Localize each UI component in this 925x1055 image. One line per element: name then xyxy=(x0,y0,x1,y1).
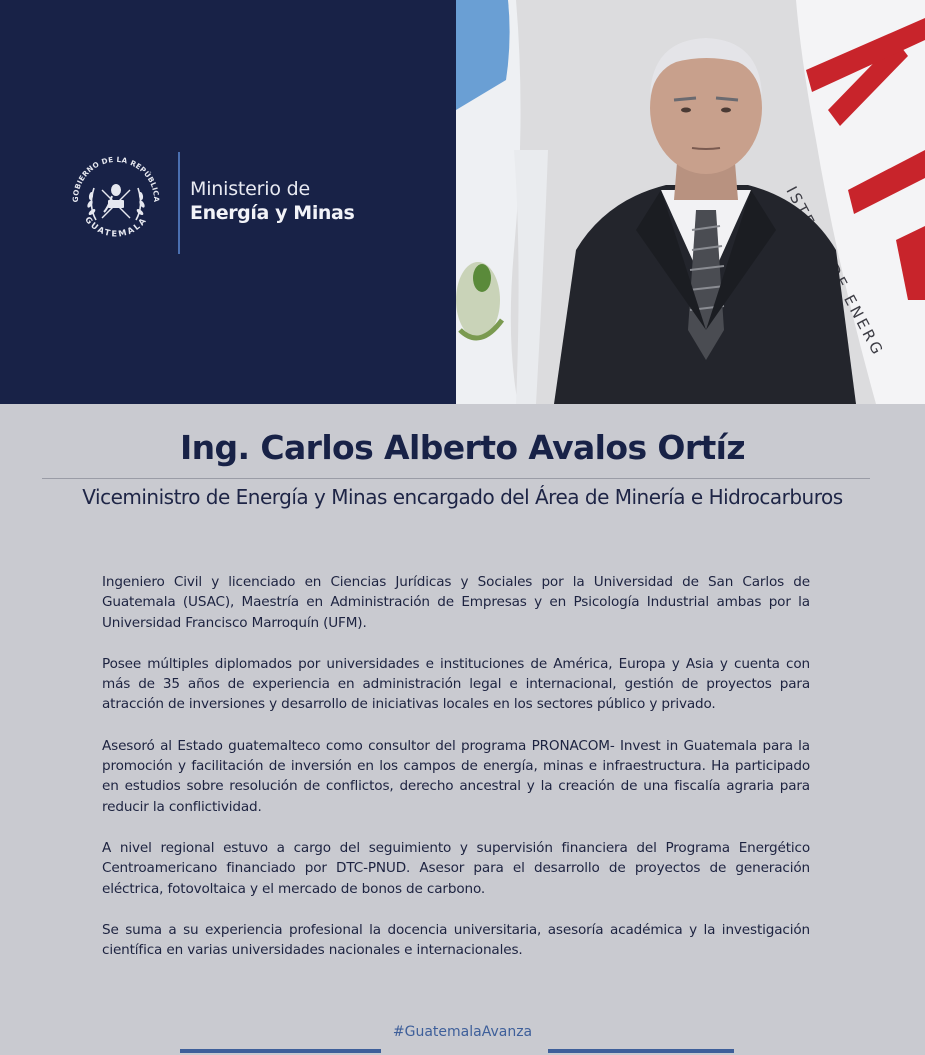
guatemala-seal-icon xyxy=(68,150,164,250)
footer-hashtag: #GuatemalaAvanza xyxy=(392,1024,533,1040)
ministry-brand-panel xyxy=(0,0,456,404)
header-banner xyxy=(0,0,925,404)
brand-divider xyxy=(178,152,180,254)
svg-text:GUATEMALA xyxy=(83,214,149,238)
title-divider xyxy=(42,478,870,479)
bio-paragraph: A nivel regional estuvo a cargo del seguimiento y supervisión financiera del Programa Energético Centroamericano financiado por DTC-PNUD. Asesor para el desarrollo de proyectos de generación eléctrica, fotovoltaica y el mercado de bonos de carbono. xyxy=(102,839,810,897)
official-portrait xyxy=(456,0,925,404)
bio-paragraph: Posee múltiples diplomados por universidades e instituciones de América, Europa y Asia y cuenta con más de 35 años de experiencia en administración legal e internacional, gestión de proyectos para atracción de inversiones y desarrollo de iniciativas locales en los sectores público y privado. xyxy=(102,655,810,713)
seal-top-text: GOBIERNO DE LA REPÚBLICA xyxy=(70,154,162,203)
bio-paragraph: Asesoró al Estado guatemalteco como consultor del programa PRONACOM- Invest in Guatemala para la promoción y facilitación de inversión en los campos de energía, minas e infraestructura. Ha participado en estudios sobre resolución de conflictos, derecho ancestral y la creación de una fiscalía agraria para reducir la conflictividad. xyxy=(102,737,810,815)
ministry-name-line1: Ministerio de xyxy=(190,178,310,200)
footer-bar-right xyxy=(548,1049,734,1053)
svg-text:ISTERIO DE ENERG: ENERG xyxy=(840,291,888,360)
official-name: Ing. Carlos Alberto Avalos Ortíz xyxy=(179,428,746,467)
official-role: Viceministro de Energía y Minas encargado del Área de Minería e Hidrocarburos xyxy=(82,485,843,509)
ministry-name-line2: Energía y Minas xyxy=(190,202,355,224)
bio-paragraph: Ingeniero Civil y licenciado en Ciencias Jurídicas y Sociales por la Universidad de San Carlos de Guatemala (USAC), Maestría en Administración de Empresas y en Psicología Industrial ambas por la Universidad Francisco Marroquín (UFM). xyxy=(102,574,810,631)
biography xyxy=(102,572,810,981)
bio-paragraph: Se suma a su experiencia profesional la docencia universitaria, asesoría académica y la investigación científica en varias universidades nacionales e internacionales. xyxy=(102,921,810,959)
footer-bar-left xyxy=(180,1049,381,1053)
seal-bottom-text: GUATEMALA xyxy=(83,214,149,239)
